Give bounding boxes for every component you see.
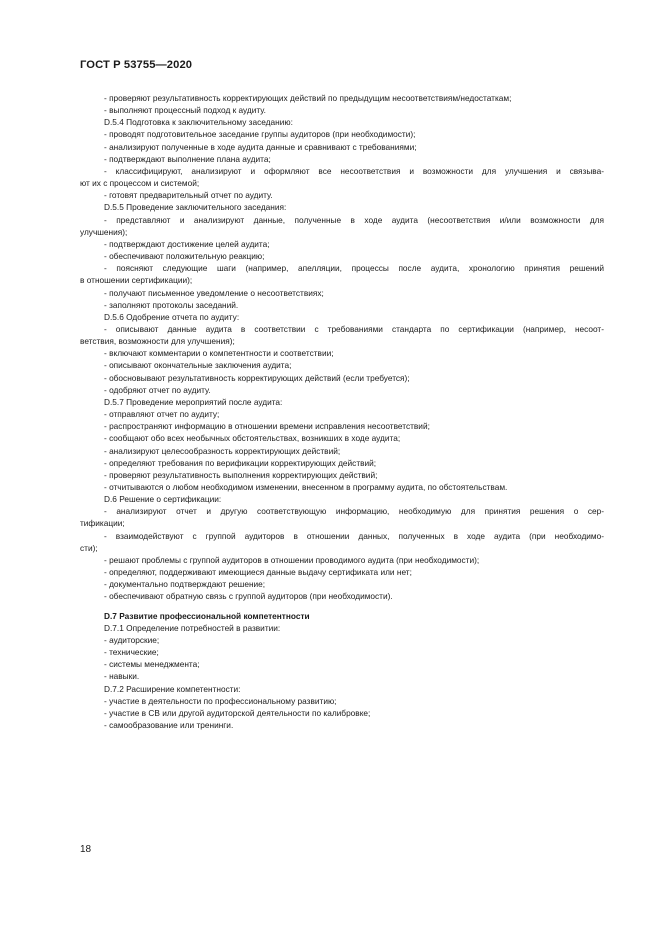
text-line: - проводят подготовительное заседание группы аудиторов (при необходимости); — [104, 129, 416, 140]
section-heading: D.5.7 Проведение мероприятий после аудита: — [104, 396, 283, 407]
section-heading: D.7.2 Расширение компетентности: — [104, 683, 241, 694]
text-line: - анализируют полученные в ходе аудита данные и сравнивают с требованиями; — [104, 141, 417, 152]
text-line: тификации; — [80, 518, 125, 529]
text-line: - обеспечивают обратную связь с группой аудиторов (при необходимости). — [104, 591, 393, 602]
text-line: - одобряют отчет по аудиту. — [104, 384, 211, 395]
document-body — [80, 92, 604, 731]
text-line: - заполняют протоколы заседаний. — [104, 299, 239, 310]
text-line: улучшения); — [80, 226, 128, 237]
section-heading: D.5.4 Подготовка к заключительному заседанию: — [104, 117, 293, 128]
text-line: - определяют требования по верификации корректирующих действий; — [104, 457, 377, 468]
section-heading: D.6 Решение о сертификации: — [104, 494, 222, 505]
text-line: - подтверждают достижение целей аудита; — [104, 238, 270, 249]
text-line: - документально подтверждают решение; — [104, 579, 266, 590]
section-title: D.7 Развитие профессиональной компетентности — [104, 610, 310, 621]
text-line: ют их с процессом и системой; — [80, 178, 200, 189]
text-line: - системы менеджмента; — [104, 659, 200, 670]
text-line: - получают письменное уведомление о несоответствиях; — [104, 287, 324, 298]
section-heading: D.7.1 Определение потребностей в развитии: — [104, 622, 281, 633]
section-heading: D.5.6 Одобрение отчета по аудиту: — [104, 311, 240, 322]
text-line: - включают комментарии о компетентности и соответствии; — [104, 348, 334, 359]
text-line: сти); — [80, 542, 98, 553]
text-line: - обосновывают результативность корректирующих действий (если требуется); — [104, 372, 410, 383]
text-line: - самообразование или тренинги. — [104, 719, 234, 730]
text-line: - взаимодействуют с группой аудиторов в отношении данных, полученных в ходе аудита (при необходимо- — [104, 530, 604, 541]
text-line: - подтверждают выполнение плана аудита; — [104, 153, 271, 164]
text-line: - сообщают обо всех необычных обстоятельствах, возникших в ходе аудита; — [104, 433, 401, 444]
text-line: - поясняют следующие шаги (например, апелляции, процессы после аудита, хронологию принятия решений — [104, 263, 604, 274]
text-line: - представляют и анализируют данные, полученные в ходе аудита (несоответствия и/или возможности для — [104, 214, 604, 225]
text-line: - навыки. — [104, 671, 140, 682]
text-line: - участие в СВ или другой аудиторской деятельности по калибровке; — [104, 707, 371, 718]
text-line: в отношении сертификации); — [80, 275, 193, 286]
page-number: 18 — [80, 844, 92, 855]
text-line: - технические; — [104, 647, 159, 658]
text-line: - отправляют отчет по аудиту; — [104, 409, 220, 420]
document-header: ГОСТ Р 53755—2020 — [80, 59, 193, 71]
text-line: - выполняют процессный подход к аудиту. — [104, 105, 266, 116]
text-line: ветствия, возможности для улучшения); — [80, 336, 235, 347]
text-line: - определяют, поддерживают имеющиеся данные выдачу сертификата или нет; — [104, 567, 412, 578]
text-line: - классифицируют, анализируют и оформляют все несоответствия и возможности для улучшения и связыва- — [104, 165, 604, 176]
text-line: - проверяют результативность выполнения корректирующих действий; — [104, 469, 378, 480]
text-line: - отчитываются о любом необходимом изменении, внесенном в программу аудита, по обстоятельствам. — [104, 482, 508, 492]
text-line: - описывают данные аудита в соответствии с требованиями стандарта по сертификации (например, несоот- — [104, 323, 604, 334]
text-line: - участие в деятельности по профессиональному развитию; — [104, 695, 337, 706]
text-line: - обеспечивают положительную реакцию; — [104, 251, 265, 262]
text-line: - аудиторские; — [104, 634, 160, 645]
text-line: - анализируют отчет и другую соответствующую информацию, необходимую для принятия решения о сер- — [104, 506, 604, 517]
text-line: - распространяют информацию в отношении времени исправления несоответствий; — [104, 421, 430, 432]
text-line: - анализируют целесообразность корректирующих действий; — [104, 445, 341, 456]
section-heading: D.5.5 Проведение заключительного заседания: — [104, 202, 287, 213]
paragraph-gap — [80, 603, 604, 610]
text-line: - описывают окончательные заключения аудита; — [104, 360, 292, 371]
text-line: - проверяют результативность корректирующих действий по предыдущим несоответствиям/недостаткам; — [104, 93, 512, 103]
text-line: - готовят предварительный отчет по аудиту. — [104, 190, 273, 201]
text-line: - решают проблемы с группой аудиторов в отношении проводимого аудита (при необходимости); — [104, 554, 480, 565]
